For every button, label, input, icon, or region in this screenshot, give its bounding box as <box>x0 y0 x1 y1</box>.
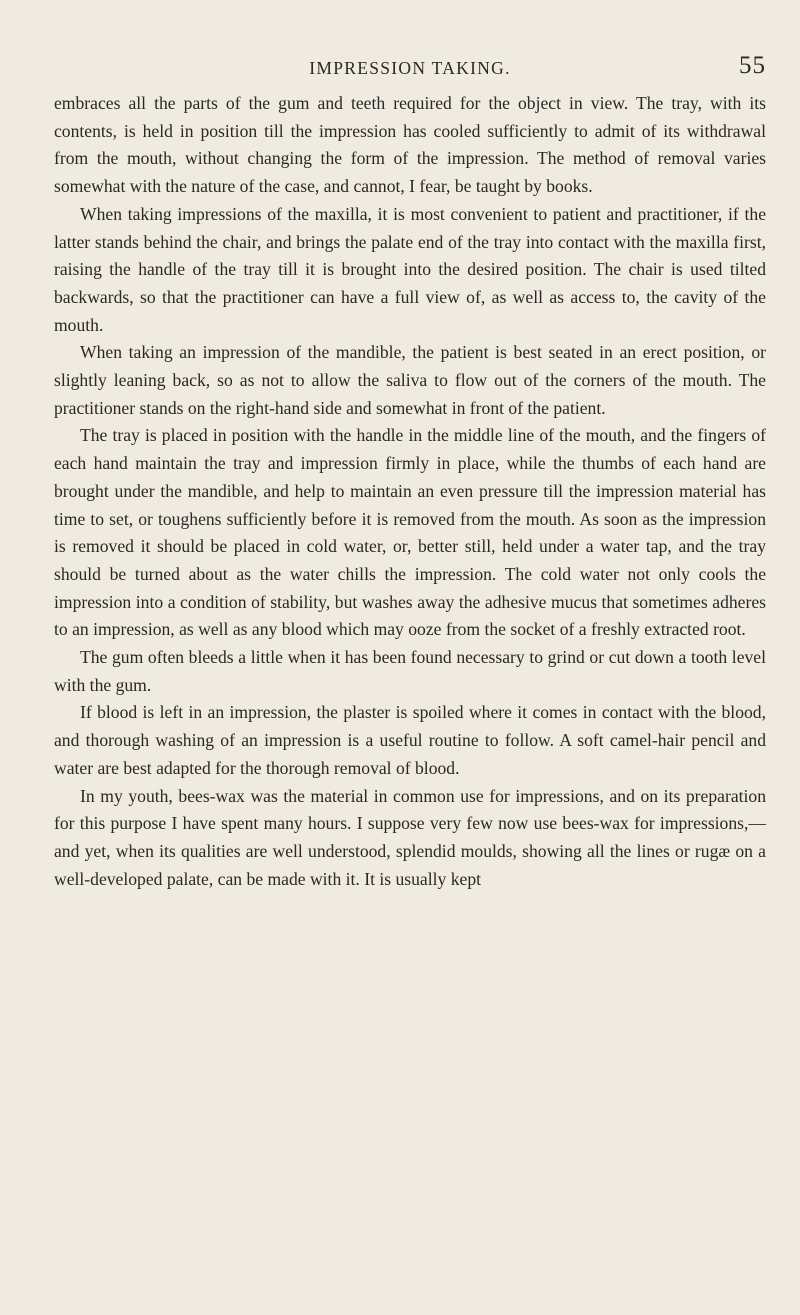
paragraph-maxilla: When taking impressions of the maxilla, it is most convenient to patient and practitioner, if the latter stands behind the chair, and brings the palate end of the tray into contact with the maxilla first, raising the handle of the tray till it is brought into the desired position. The chair is used tilted backwards, so that the practitioner can have a full view of, as well as access to, the cavity of the mouth. <box>54 203 766 335</box>
running-header <box>54 52 766 82</box>
paragraph-bees-wax: In my youth, bees-wax was the material in common use for impressions, and on its preparation for this purpose I have spent many hours. I suppose very few now use bees-wax for impressions,—and yet, when its qualities are well understood, splendid moulds, showing all the lines or rugæ on a well-developed palate, can be made with it. It is usually kept <box>54 785 766 889</box>
paragraph-tray-placement: The tray is placed in position with the handle in the middle line of the mouth, and the fingers of each hand maintain the tray and impression firmly in place, while the thumbs of each hand are brought under the mandible, and help to maintain an even pressure till the impression material has time to set, or toughens sufficiently before it is removed from the mouth. As soon as the impression is removed it should be placed in cold water, or, better still, held under a water tap, and the tray should be turned about as the water chills the impression. The cold water not only cools the impression into a condition of stability, but washes away the adhesive mucus that sometimes adheres to an impression, as well as any blood which may ooze from the socket of a freshly extracted root. <box>54 425 766 640</box>
running-title: IMPRESSION TAKING. <box>309 58 511 78</box>
paragraph-continuation: embraces all the parts of the gum and teeth required for the object in view. The tray, with its contents, is held in position till the impression has cooled sufficiently to admit of its withdrawal from the mouth, without changing the form of the impression. The method of removal varies somewhat with the nature of the case, and cannot, I fear, be taught by books. <box>54 93 766 197</box>
body-text <box>54 90 766 893</box>
paragraph-blood-removal: If blood is left in an impression, the plaster is spoiled where it comes in contact with the blood, and thorough washing of an impression is a useful routine to follow. A soft camel-hair pencil and water are best adapted for the thorough removal of blood. <box>54 702 766 778</box>
paragraph-gum-bleeding: The gum often bleeds a little when it has been found necessary to grind or cut down a tooth level with the gum. <box>54 647 766 695</box>
paragraph-mandible: When taking an impression of the mandible, the patient is best seated in an erect position, or slightly leaning back, so as not to allow the saliva to flow out of the corners of the mouth. The practitioner stands on the right-hand side and somewhat in front of the patient. <box>54 342 766 418</box>
page-number: 55 <box>739 52 766 79</box>
